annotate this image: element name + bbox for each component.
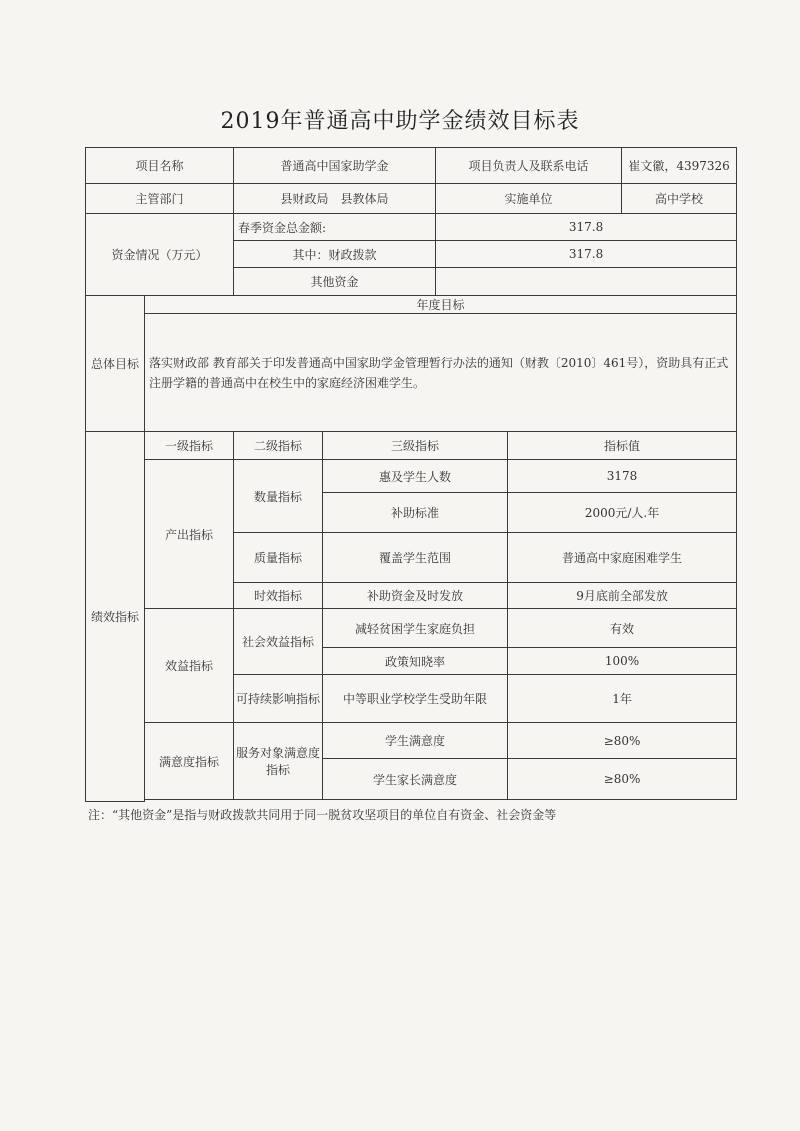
dept-value: 县财政局 县教体局 bbox=[234, 184, 436, 214]
q2-value: 2000元/人.年 bbox=[508, 493, 737, 533]
s1-name: 减轻贫困学生家庭负担 bbox=[323, 609, 508, 648]
footnote: 注：“其他资金”是指与财政拨款共同用于同一脱贫攻坚项目的单位自有资金、社会资金等 bbox=[88, 808, 557, 822]
funds-label: 资金情况（万元） bbox=[86, 214, 234, 296]
perf-label: 绩效指标 bbox=[86, 432, 145, 802]
s2-value: 100% bbox=[508, 648, 737, 675]
perf-header-l2: 二级指标 bbox=[234, 432, 323, 460]
dept-label: 主管部门 bbox=[86, 184, 234, 214]
funds-total-value: 317.8 bbox=[436, 214, 737, 241]
goal-text: 落实财政部 教育部关于印发普通高中国家助学金管理暂行办法的通知（财教〔2010〕461号），资助具有正式注册学籍的普通高中在校生中的家庭经济困难学生。 bbox=[145, 314, 737, 432]
project-owner-label: 项目负责人及联系电话 bbox=[436, 148, 622, 184]
q2-name: 补助标准 bbox=[323, 493, 508, 533]
m1-value: ≥80% bbox=[508, 723, 737, 759]
quantity-label: 数量指标 bbox=[234, 460, 323, 533]
page-title: 2019年普通高中助学金绩效目标表 bbox=[220, 109, 580, 134]
funds-fiscal-label: 其中：财政拨款 bbox=[234, 241, 436, 268]
q1-name: 惠及学生人数 bbox=[323, 460, 508, 493]
s2-name: 政策知晓率 bbox=[323, 648, 508, 675]
sustain-name: 中等职业学校学生受助年限 bbox=[323, 675, 508, 723]
time-label: 时效指标 bbox=[234, 583, 323, 609]
performance-target-table bbox=[85, 147, 737, 802]
unit-label: 实施单位 bbox=[436, 184, 622, 214]
m2-value: ≥80% bbox=[508, 759, 737, 800]
funds-fiscal-value: 317.8 bbox=[436, 241, 737, 268]
quality-label: 质量指标 bbox=[234, 533, 323, 583]
service-label: 服务对象满意度指标 bbox=[234, 723, 323, 800]
perf-header-l3: 三级指标 bbox=[323, 432, 508, 460]
time-value: 9月底前全部发放 bbox=[508, 583, 737, 609]
project-name-value: 普通高中国家助学金 bbox=[234, 148, 436, 184]
time-name: 补助资金及时发放 bbox=[323, 583, 508, 609]
sustain-label: 可持续影响指标 bbox=[234, 675, 323, 723]
perf-header-l1: 一级指标 bbox=[145, 432, 234, 460]
quality-value: 普通高中家庭困难学生 bbox=[508, 533, 737, 583]
m1-name: 学生满意度 bbox=[323, 723, 508, 759]
perf-header-val: 指标值 bbox=[508, 432, 737, 460]
benefit-label: 效益指标 bbox=[145, 609, 234, 723]
project-owner-value: 崔文徽，4397326 bbox=[622, 148, 737, 184]
s1-value: 有效 bbox=[508, 609, 737, 648]
funds-other-label: 其他资金 bbox=[234, 268, 436, 296]
output-label: 产出指标 bbox=[145, 460, 234, 609]
unit-value: 高中学校 bbox=[622, 184, 737, 214]
funds-other-value bbox=[436, 268, 737, 296]
project-name-label: 项目名称 bbox=[86, 148, 234, 184]
social-label: 社会效益指标 bbox=[234, 609, 323, 675]
goal-label: 总体目标 bbox=[86, 296, 145, 432]
goal-year-label: 年度目标 bbox=[145, 296, 737, 314]
m2-name: 学生家长满意度 bbox=[323, 759, 508, 800]
sustain-value: 1年 bbox=[508, 675, 737, 723]
quality-name: 覆盖学生范围 bbox=[323, 533, 508, 583]
funds-total-label: 春季资金总金额: bbox=[234, 214, 436, 241]
q1-value: 3178 bbox=[508, 460, 737, 493]
satisfaction-label: 满意度指标 bbox=[145, 723, 234, 800]
